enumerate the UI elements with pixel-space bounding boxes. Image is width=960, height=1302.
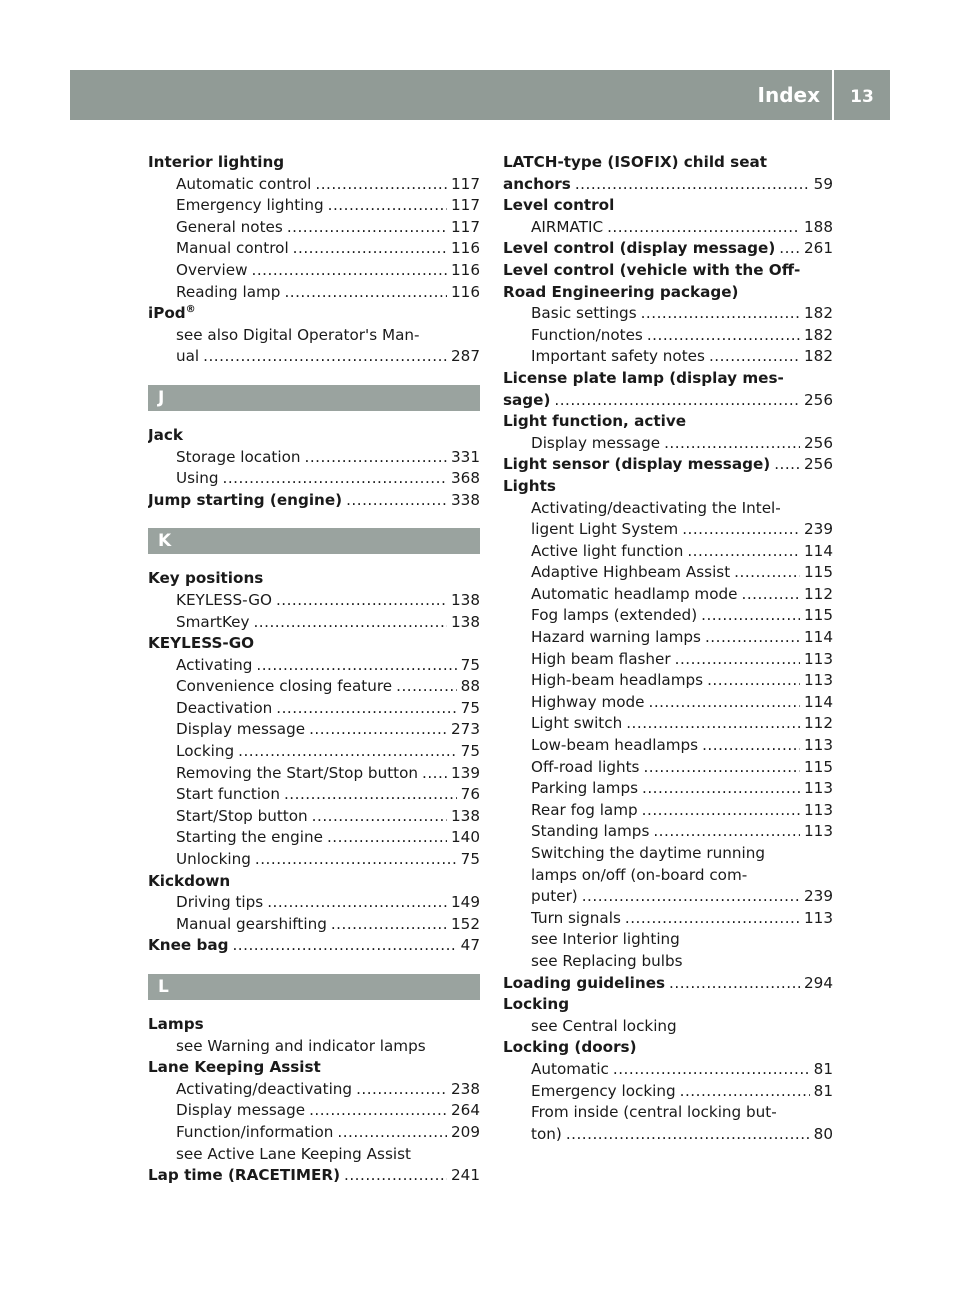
index-entry: Switching the daytime running	[531, 844, 765, 862]
page-ref: 112	[804, 584, 833, 603]
page-ref: 264	[451, 1101, 480, 1120]
index-entry: From inside (central locking but-	[531, 1103, 777, 1122]
page-ref: 88	[460, 677, 480, 696]
page-ref: 113	[804, 822, 833, 841]
index-entry: Storage location ..... 331	[148, 447, 480, 469]
index-see-also: see Interior lighting	[531, 930, 680, 949]
index-entry: Locking ..... 75	[148, 741, 480, 763]
page-ref: 116	[451, 282, 480, 301]
index-entry: Display message ..... 256	[503, 433, 833, 455]
page-ref: 209	[451, 1122, 480, 1141]
page-ref: 294	[804, 973, 833, 992]
page-ref: 81	[813, 1059, 833, 1078]
page-ref: 256	[804, 433, 833, 452]
index-entry: ual ..... 287	[148, 346, 480, 368]
index-entry: Adaptive Highbeam Assist ..... 115	[503, 562, 833, 584]
index-entry: ligent Light System ..... 239	[503, 519, 833, 541]
page-ref: 113	[804, 736, 833, 755]
index-column-right	[503, 152, 833, 1145]
index-entry: High beam flasher ..... 113	[503, 649, 833, 671]
page-number: 13	[834, 70, 890, 120]
page-ref: 138	[451, 806, 480, 825]
page-ref: 182	[804, 347, 833, 366]
page-ref: 115	[804, 563, 833, 582]
index-see-also: see also Digital Operator's Man-	[176, 325, 420, 344]
index-entry: Turn signals ..... 113	[503, 908, 833, 930]
page-ref: 75	[460, 698, 480, 717]
page-ref: 116	[451, 239, 480, 258]
index-heading: Lane Keeping Assist	[148, 1058, 321, 1077]
index-heading: Lights	[503, 476, 556, 495]
index-heading: Lamps	[148, 1015, 204, 1033]
index-heading-entry: Jump starting (engine) ..... 338	[148, 490, 480, 512]
index-see-also: see Replacing bulbs	[531, 951, 683, 970]
page-ref: 138	[451, 590, 480, 609]
index-heading: License plate lamp (display mes-	[503, 368, 784, 387]
index-entry: Start function ..... 76	[148, 784, 480, 806]
index-heading-entry: Light sensor (display message) ..... 256	[503, 454, 833, 476]
index-see-also: see Central locking	[531, 1016, 677, 1035]
index-entry: Deactivation ..... 75	[148, 698, 480, 720]
index-entry: Rear fog lamp ..... 113	[503, 800, 833, 822]
page-ref: 114	[804, 541, 833, 560]
page-ref: 139	[451, 763, 480, 782]
index-heading: Kickdown	[148, 871, 231, 890]
page-ref: 47	[460, 936, 480, 955]
index-entry: Automatic ..... 81	[503, 1059, 833, 1081]
page-ref: 368	[451, 469, 480, 488]
index-heading: Interior lighting	[148, 153, 285, 171]
page-ref: 239	[804, 887, 833, 906]
index-heading-entry: Knee bag ..... 47	[148, 935, 480, 957]
index-entry: Important safety notes ..... 182	[503, 346, 833, 368]
index-entry: Activating/deactivating ..... 238	[148, 1079, 480, 1101]
page-ref: 273	[451, 720, 480, 739]
index-entry: Unlocking ..... 75	[148, 849, 480, 871]
page-ref: 331	[451, 447, 480, 466]
page-ref: 261	[804, 239, 833, 258]
index-heading: Locking (doors)	[503, 1038, 637, 1057]
index-entry: Automatic headlamp mode ..... 112	[503, 584, 833, 606]
index-entry: Manual control ..... 116	[148, 238, 480, 260]
section-letter-j: J	[148, 385, 480, 411]
index-heading-entry: anchors ..... 59	[503, 174, 833, 196]
index-entry: Standing lamps ..... 113	[503, 821, 833, 843]
page-ref: 113	[804, 671, 833, 690]
index-heading: Level control	[503, 196, 615, 215]
registered-mark: ®	[185, 304, 196, 316]
index-entry: KEYLESS-GO ..... 138	[148, 590, 480, 612]
index-heading-entry: Loading guidelines ..... 294	[503, 973, 833, 995]
index-entry: Fog lamps (extended) ..... 115	[503, 605, 833, 627]
page-ref: 138	[451, 612, 480, 631]
page-ref: 188	[804, 217, 833, 236]
page-ref: 114	[804, 628, 833, 647]
index-entry: General notes ..... 117	[148, 217, 480, 239]
page-ref: 182	[804, 304, 833, 323]
page-ref: 76	[460, 785, 480, 804]
index-entry: Light switch ..... 112	[503, 713, 833, 735]
page-ref: 112	[804, 714, 833, 733]
page-ref: 238	[451, 1079, 480, 1098]
index-heading: Light function, active	[503, 412, 687, 431]
index-entry: Activating ..... 75	[148, 655, 480, 677]
page-ref: 113	[804, 800, 833, 819]
index-heading: LATCH-type (ISOFIX) child seat	[503, 153, 768, 171]
index-entry: ton) ..... 80	[503, 1124, 833, 1146]
index-entry: Display message ..... 273	[148, 719, 480, 741]
index-entry: Driving tips ..... 149	[148, 892, 480, 914]
index-entry: lamps on/off (on-board com-	[531, 865, 748, 884]
page-ref: 113	[804, 649, 833, 668]
index-column-left	[148, 152, 480, 1187]
index-see-also: see Active Lane Keeping Assist	[176, 1144, 411, 1163]
index-heading: Locking	[503, 995, 570, 1014]
page-ref: 117	[451, 217, 480, 236]
index-entry: Activating/deactivating the Intel-	[531, 498, 781, 517]
index-entry: Hazard warning lamps ..... 114	[503, 627, 833, 649]
page-ref: 117	[451, 196, 480, 215]
index-heading: KEYLESS-GO	[148, 634, 255, 653]
index-entry: AIRMATIC ..... 188	[503, 217, 833, 239]
index-entry: Automatic control ..... 117	[148, 174, 480, 196]
index-heading-entry: sage) ..... 256	[503, 390, 833, 412]
index-entry: Emergency lighting ..... 117	[148, 195, 480, 217]
index-entry: Overview ..... 116	[148, 260, 480, 282]
index-entry: Start/Stop button ..... 138	[148, 806, 480, 828]
page-ref: 256	[804, 390, 833, 409]
page-ref: 59	[813, 174, 833, 193]
section-letter-l: L	[148, 974, 480, 1000]
index-heading-entry: Level control (display message) ..... 261	[503, 238, 833, 260]
section-letter-k: K	[148, 528, 480, 554]
page-ref: 287	[451, 347, 480, 366]
page-ref: 75	[460, 742, 480, 761]
index-title: Index	[757, 83, 820, 107]
index-heading-entry: Lap time (RACETIMER) ..... 241	[148, 1165, 480, 1187]
page-ref: 75	[460, 850, 480, 869]
index-entry: Active light function ..... 114	[503, 541, 833, 563]
page-ref: 239	[804, 520, 833, 539]
index-entry: Parking lamps ..... 113	[503, 778, 833, 800]
index-entry: Manual gearshifting ..... 152	[148, 914, 480, 936]
index-entry: Reading lamp ..... 116	[148, 282, 480, 304]
index-entry: Off-road lights ..... 115	[503, 757, 833, 779]
index-entry: Starting the engine ..... 140	[148, 827, 480, 849]
index-entry: Basic settings ..... 182	[503, 303, 833, 325]
index-entry: Convenience closing feature ..... 88	[148, 676, 480, 698]
page-ref: 241	[451, 1166, 480, 1185]
index-entry: Emergency locking ..... 81	[503, 1081, 833, 1103]
index-entry: Removing the Start/Stop button ..... 139	[148, 763, 480, 785]
index-entry: Display message ..... 264	[148, 1100, 480, 1122]
page-ref: 338	[451, 490, 480, 509]
page-header	[70, 70, 890, 120]
page-ref: 114	[804, 692, 833, 711]
page-ref: 113	[804, 908, 833, 927]
page-ref: 149	[451, 893, 480, 912]
index-entry: Function/notes ..... 182	[503, 325, 833, 347]
page-ref: 75	[460, 655, 480, 674]
index-entry: Highway mode ..... 114	[503, 692, 833, 714]
page-ref: 115	[804, 757, 833, 776]
index-entry: Using ..... 368	[148, 468, 480, 490]
index-heading: Key positions	[148, 569, 264, 588]
page-ref: 81	[813, 1081, 833, 1100]
index-heading: Road Engineering package)	[503, 282, 739, 301]
page-ref: 116	[451, 260, 480, 279]
page-ref: 115	[804, 606, 833, 625]
page-ref: 152	[451, 914, 480, 933]
index-heading: Jack	[148, 425, 184, 444]
index-entry: Function/information ..... 209	[148, 1122, 480, 1144]
index-see-also: see Warning and indicator lamps	[176, 1036, 426, 1055]
index-entry: puter) ..... 239	[503, 886, 833, 908]
page-ref: 140	[451, 828, 480, 847]
index-entry: SmartKey ..... 138	[148, 612, 480, 634]
page-ref: 117	[451, 174, 480, 193]
header-bar	[70, 70, 832, 120]
index-heading: iPod®	[148, 304, 196, 323]
index-entry: Low-beam headlamps ..... 113	[503, 735, 833, 757]
index-heading: Level control (vehicle with the Off-	[503, 260, 801, 279]
page-ref: 182	[804, 325, 833, 344]
index-entry: High-beam headlamps ..... 113	[503, 670, 833, 692]
page-ref: 113	[804, 779, 833, 798]
page-ref: 80	[813, 1124, 833, 1143]
page-ref: 256	[804, 455, 833, 474]
